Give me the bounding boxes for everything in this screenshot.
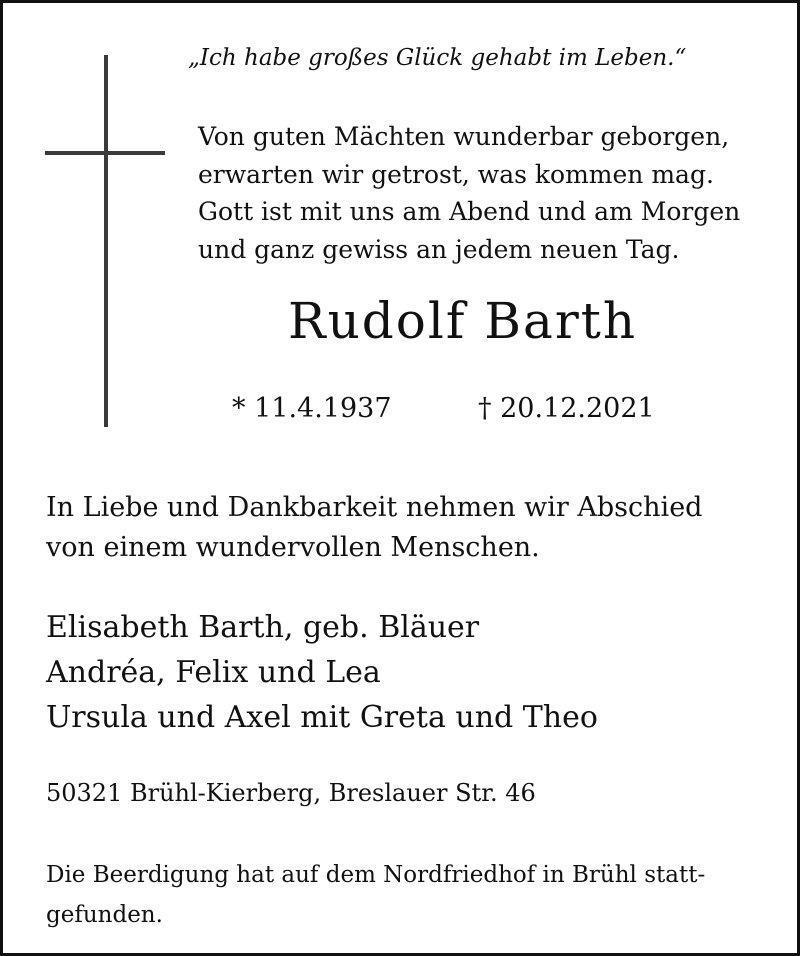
poem-line: Gott ist mit uns am Abend und am Morgen bbox=[198, 197, 741, 226]
death-date: † 20.12.2021 bbox=[478, 393, 655, 424]
cross-icon-bar bbox=[45, 151, 165, 155]
farewell-line: In Liebe und Dankbarkeit nehmen wir Abschied bbox=[46, 492, 703, 523]
poem-line: Von guten Mächten wunderbar geborgen, bbox=[198, 122, 730, 151]
farewell-text bbox=[46, 488, 702, 568]
farewell-line: von einem wundervollen Menschen. bbox=[46, 532, 540, 563]
family-member: Elisabeth Barth, geb. Bläuer bbox=[46, 610, 480, 645]
burial-note bbox=[46, 855, 705, 935]
poem-line: erwarten wir getrost, was kommen mag. bbox=[198, 159, 714, 189]
deceased-name: Rudolf Barth bbox=[287, 292, 638, 350]
family-member: Andréa, Felix und Lea bbox=[46, 655, 381, 690]
poem-line: und ganz gewiss an jedem neuen Tag. bbox=[198, 234, 680, 264]
poem bbox=[198, 118, 740, 268]
birth-date: * 11.4.1937 bbox=[232, 393, 392, 424]
address: 50321 Brühl-Kierberg, Breslauer Str. 46 bbox=[46, 779, 536, 807]
burial-line: gefunden. bbox=[46, 902, 163, 928]
burial-line: Die Beerdigung hat auf dem Nordfriedhof in Brühl statt- bbox=[46, 862, 706, 888]
family-member: Ursula und Axel mit Greta und Theo bbox=[46, 700, 598, 735]
family-list bbox=[46, 605, 598, 740]
quote: „Ich habe großes Glück gehabt im Leben.“ bbox=[188, 45, 687, 71]
cross-icon bbox=[104, 55, 108, 427]
